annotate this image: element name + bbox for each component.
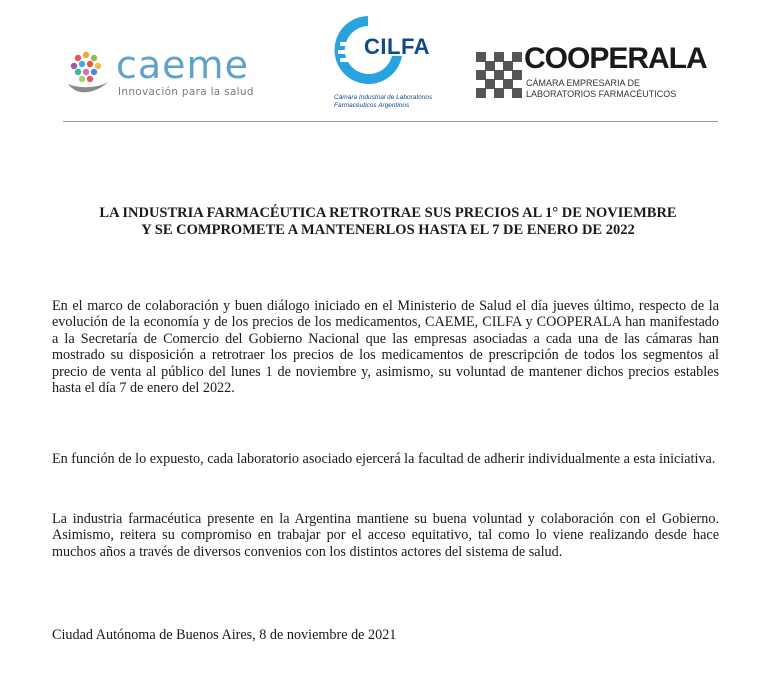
document-title	[40, 205, 736, 239]
header-divider	[63, 121, 718, 122]
paragraph-2: En función de lo expuesto, cada laboratorio asociado ejercerá la facultad de adherir individualmente a esta iniciativa.	[52, 451, 716, 467]
cilfa-logo	[330, 12, 450, 112]
cilfa-subtitle-line2: Farmacéuticos Argentinos	[334, 102, 410, 109]
cooperala-wordmark: COOPERALA	[524, 42, 707, 75]
cooperala-subtitle-line2: LABORATORIOS FARMACÉUTICOS	[526, 89, 677, 99]
caeme-logo	[66, 42, 276, 104]
cilfa-subtitle	[334, 94, 454, 110]
caeme-wordmark: caeme	[116, 43, 249, 87]
cilfa-subtitle-line1: Cámara Industrial de Laboratorios	[334, 94, 433, 101]
cilfa-wordmark: CILFA	[364, 34, 431, 59]
paragraph-3: La industria farmacéutica presente en la Argentina mantiene su buena voluntad y colaboración con el Gobierno. Asimismo, reitera su compromiso en trabajar por el acceso equitativo, tal como lo viene realizando desde hace muchos años a través de diversos convenios con los distintos actores del sistema de salud.	[52, 511, 719, 560]
cooperala-subtitle	[526, 78, 676, 100]
title-line1: LA INDUSTRIA FARMACÉUTICA RETROTRAE SUS PRECIOS AL 1° DE NOVIEMBRE	[99, 205, 677, 221]
caeme-tagline: Innovación para la salud	[118, 86, 254, 98]
cooperala-cross-pattern-icon	[474, 50, 524, 100]
cooperala-logo	[474, 42, 724, 104]
date-line: Ciudad Autónoma de Buenos Aires, 8 de noviembre de 2021	[52, 627, 397, 643]
cooperala-subtitle-line1: CÁMARA EMPRESARIA DE	[526, 78, 641, 88]
paragraph-1: En el marco de colaboración y buen diálogo iniciado en el Ministerio de Salud el día jueves último, respecto de la evolución de la economía y de los precios de los medicamentos, CAEME, CILFA y COOPERALA han manifestado a la Secretaría de Comercio del Gobierno Nacional que las empresas asociadas a cada una de las cámaras han mostrado su disposición a retrotraer los precios de los medicamentos de prescripción de todos los segmentos al precio de venta al público del lunes 1 de noviembre y, asimismo, su voluntad de mantener dichos precios estables hasta el día 7 de enero del 2022.	[52, 298, 719, 397]
title-line2: Y SE COMPROMETE A MANTENERLOS HASTA EL 7 DE ENERO DE 2022	[141, 222, 635, 238]
caeme-dots-hand-icon	[66, 48, 110, 98]
logo-header	[0, 0, 768, 120]
